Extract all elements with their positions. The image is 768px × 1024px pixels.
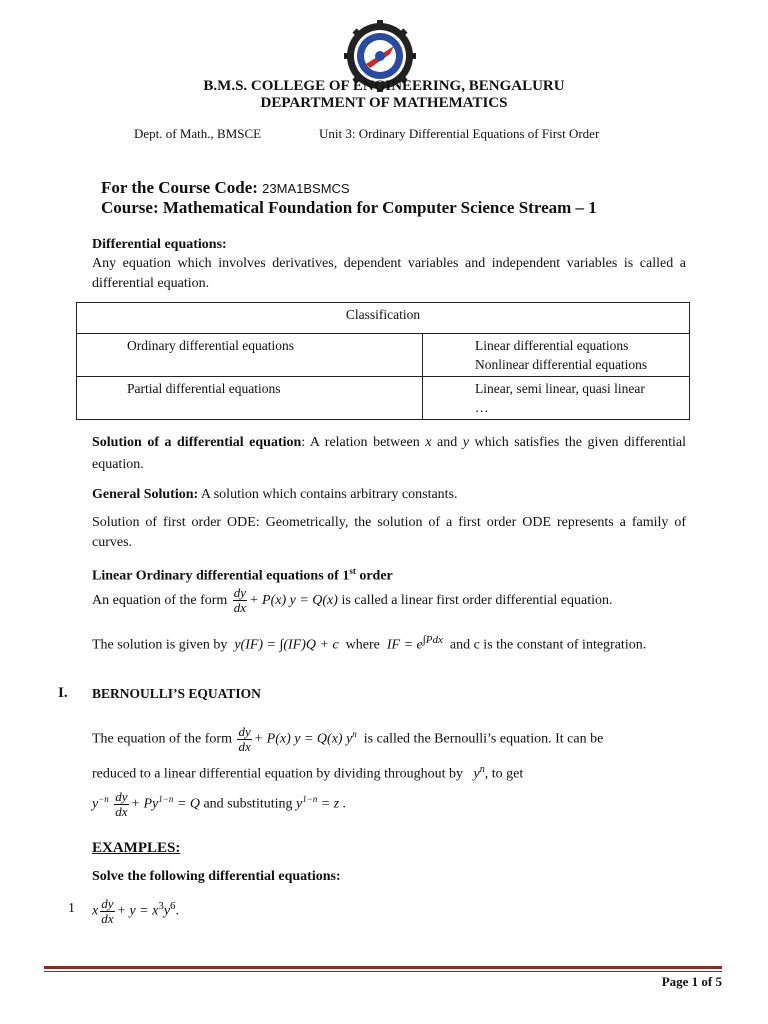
bernoulli-form: The equation of the form $\frac{dy}{dx}$ + P(x) y = Q(x) $y^n$ is called the Bernoulli’s equation. It can be (92, 723, 604, 754)
bernoulli-substitution: $y^{-n}$ $\frac{dy}{dx}$ + $Py^{1-n} = Q$ and substituting $y^{1-n} = z$ . (92, 788, 347, 819)
example-number: 1 (68, 901, 75, 916)
linear-solution: The solution is given by y(IF) = ∫(IF)Q + c where IF = $e^{\int Pdx}$ and c is the constant of integration. (92, 634, 647, 653)
section-numeral: I. (58, 685, 68, 701)
classification-table (76, 302, 690, 420)
table-cell: Linear differential equations Nonlinear differential equations (423, 334, 690, 377)
footer-rule (44, 966, 722, 969)
first-order-note: Solution of first order ODE: Geometrically, the solution of a first order ODE represents a family of curves. (92, 515, 686, 550)
table-row (77, 377, 690, 420)
example-equation: x $\frac{dy}{dx}$ + $y = x^3y^6$. (92, 895, 180, 926)
bernoulli-reduction: reduced to a linear differential equation by dividing throughout by $y^n$, to get (92, 764, 524, 782)
course-code-line: For the Course Code: 23MA1BSMCS (101, 178, 350, 197)
general-solution: General Solution: A solution which contains arbitrary constants. (92, 487, 458, 502)
dept-short: Dept. of Math., BMSCE (134, 126, 262, 141)
college-name: B.M.S. COLLEGE OF ENGINEERING, BENGALURU (203, 78, 565, 94)
table-cell: Ordinary differential equations (77, 334, 423, 377)
table-row (77, 334, 690, 377)
de-definition: Any equation which involves derivatives, dependent variables and independent variables is called a differential equation. (92, 256, 686, 291)
page-number: Page 1 of 5 (661, 974, 722, 989)
solution-definition: Solution of a differential equation: A relation between x and y which satisfies the given differential equation. (92, 435, 687, 472)
table-title: Classification (77, 303, 690, 334)
course-code: 23MA1BSMCS (262, 181, 350, 196)
de-heading: Differential equations: (92, 237, 227, 252)
fraction-dy-dx: $\frac{dy}{dx}$ (233, 585, 247, 616)
fraction-dy-dx: $\frac{dy}{dx}$ (101, 895, 114, 926)
examples-instruction: Solve the following differential equations: (92, 869, 341, 884)
bernoulli-heading: BERNOULLI’S EQUATION (92, 686, 261, 701)
footer-rule-thin (44, 971, 722, 972)
examples-heading: EXAMPLES: (92, 840, 181, 856)
course-title: Course: Mathematical Foundation for Computer Science Stream – 1 (101, 198, 597, 217)
linear-heading: Linear Ordinary differential equations of 1st order (92, 566, 393, 584)
fraction-dy-dx: $\frac{dy}{dx}$ (238, 723, 251, 754)
linear-form: An equation of the form $\frac{dy}{dx}$ + P(x) y = Q(x) is called a linear first order differential equation. (92, 585, 613, 616)
table-cell: Linear, semi linear, quasi linear … (423, 377, 690, 420)
department-name: DEPARTMENT OF MATHEMATICS (260, 95, 508, 111)
table-cell: Partial differential equations (77, 377, 423, 420)
fraction-dy-dx: $\frac{dy}{dx}$ (115, 788, 128, 819)
unit-title: Unit 3: Ordinary Differential Equations of First Order (319, 126, 600, 141)
